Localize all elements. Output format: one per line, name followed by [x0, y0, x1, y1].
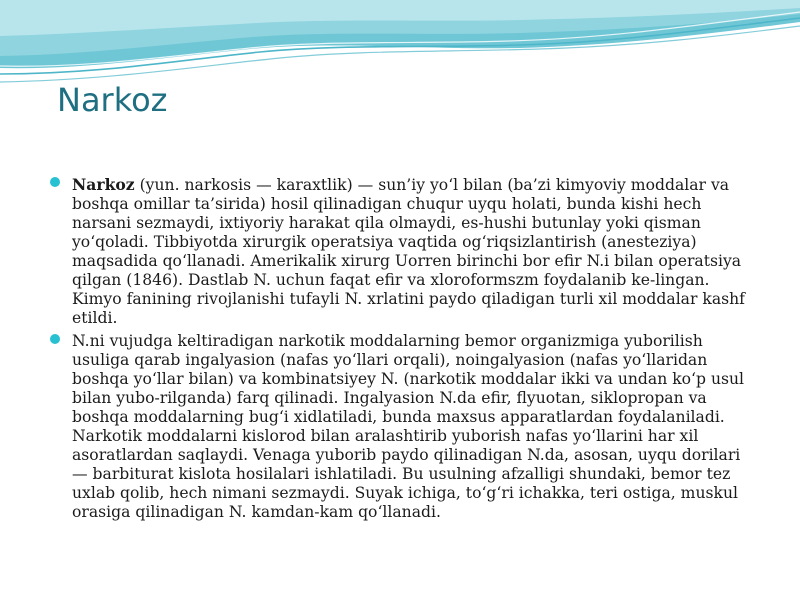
bullet-item — [48, 332, 760, 522]
bullet-dot-icon — [50, 334, 60, 344]
bullet-list — [48, 175, 760, 526]
bullet-term: Narkoz — [72, 175, 135, 194]
bullet-text: N.ni vujudga keltiradigan narkotik moddalarning bemor organizmiga yuborilish usuliga qarab ingalyasion (nafas yo‘llari orqali), noingalyasion (nafas yo‘llaridan boshqa yo‘llar bilan) va kombinatsiyey N. (narkotik moddalar ikki va undan ko‘p usul bilan yubo-rilganda) farq qilinadi. Ingalyasion N.da efir, flyuotan, siklopropan va boshqa moddalarning bug‘i xidlatiladi, bunda maxsus apparatlardan foydalaniladi. Narkotik moddalarni kislorod bilan aralashtirib yuborish nafas yo‘llarini har xil asoratlardan saqlaydi. Venaga yuborib paydo qilinadigan N.da, asosan, uyqu dorilari — barbiturat kislota hosilalari ishlatiladi. Bu usulning afzalligi shundaki, bemor tez uxlab qolib, hech nimani sezmaydi. Suyak ichiga, to‘g‘ri ichakka, teri ostiga, muskul orasiga qilinadigan N. kamdan-kam qo‘llanadi. — [72, 332, 745, 521]
bullet-item — [48, 175, 760, 328]
bullet-dot-icon — [50, 177, 60, 187]
bullet-text: (yun. narkosis — karaxtlik) — sun’iy yo‘l bilan (ba’zi kimyoviy moddalar va boshqa omillar ta’sirida) hosil qilinadigan chuqur uyqu holati, bunda kishi hech narsani sezmaydi, ixtiyoriy harakat qila olmaydi, es-hushi butunlay yoki qisman yo‘qoladi. Tibbiyotda xirurgik operatsiya vaqtida og‘riqsizlantirish (anesteziya) maqsadida qo‘llanadi. Amerikalik xirurg Uorren birinchi bor efir N.i bilan operatsiya qilgan (1846). Dastlab N. uchun faqat efir va xloroformszm foydalanib ke-lingan. Kimyo fanining rivojlanishi tufayli N. xrlatini paydo qiladigan turli xil moddalar kashf etildi. — [72, 176, 745, 327]
slide-title: Narkoz — [57, 81, 168, 119]
